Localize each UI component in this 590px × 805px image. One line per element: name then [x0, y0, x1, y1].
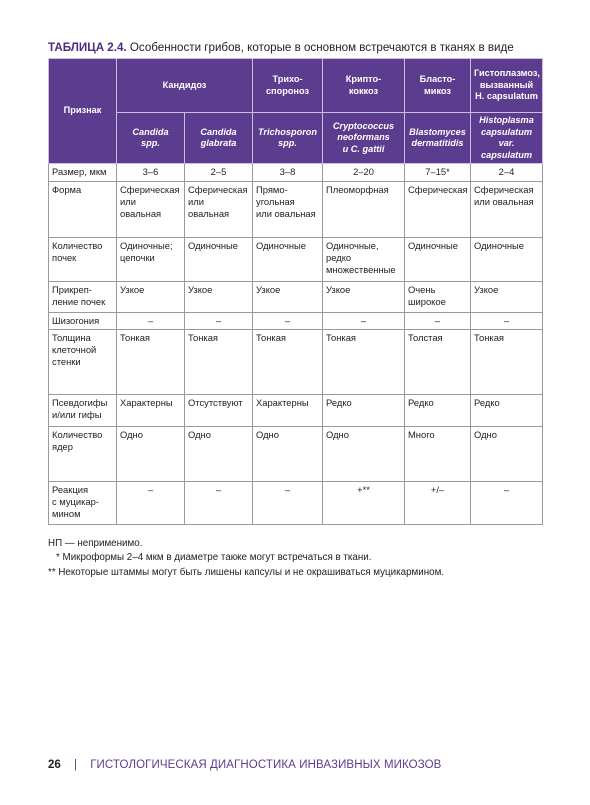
running-title: ГИСТОЛОГИЧЕСКАЯ ДИАГНОСТИКА ИНВАЗИВНЫХ МИКОЗОВ	[90, 759, 442, 771]
table-cell: Редко	[323, 394, 405, 426]
table-cell: –	[253, 481, 323, 524]
table-row	[49, 237, 543, 281]
table-cell: Узкое	[471, 281, 543, 312]
table-cell: Характерны	[117, 394, 185, 426]
table-cell: –	[253, 312, 323, 329]
table-cell: Узкое	[117, 281, 185, 312]
header-species: Trichosporon spp.	[253, 113, 323, 164]
table-cell: 2–5	[185, 164, 253, 181]
table-cell: Узкое	[253, 281, 323, 312]
note-asterisk: * Микроформы 2–4 мкм в диаметре также могут встречаться в ткани.	[56, 552, 372, 564]
table-row	[49, 164, 543, 181]
table-cell: –	[405, 312, 471, 329]
header-group: Кандидоз	[117, 59, 253, 113]
table-cell: Одиночные	[405, 237, 471, 281]
row-label: Прикреп- ление почек	[49, 281, 117, 312]
header-feature: Признак	[49, 59, 117, 164]
table-cell: –	[471, 481, 543, 524]
row-label: Реакция с муцикар- мином	[49, 481, 117, 524]
table-row	[49, 181, 543, 237]
table-cell: Очень широкое	[405, 281, 471, 312]
table-cell: –	[117, 312, 185, 329]
table-cell: Характерны	[253, 394, 323, 426]
table-cell: Одиночные	[253, 237, 323, 281]
table-cell: Узкое	[323, 281, 405, 312]
row-label: Толщина клеточной стенки	[49, 329, 117, 394]
header-species: Blastomyces dermatitidis	[405, 113, 471, 164]
header-species: Histoplasma capsulatum var. capsulatum	[471, 113, 543, 164]
table-cell: Сферическая или овальная	[471, 181, 543, 237]
table-caption	[48, 40, 546, 56]
table-cell: Одно	[117, 426, 185, 481]
table-cell: Одно	[185, 426, 253, 481]
table-cell: Одиночные, редко множественные	[323, 237, 405, 281]
table-cell: Отсутствуют	[185, 394, 253, 426]
table-cell: Тонкая	[253, 329, 323, 394]
table-row	[49, 394, 543, 426]
table-cell: Прямо- угольная или овальная	[253, 181, 323, 237]
table-cell: Сферическая	[405, 181, 471, 237]
table-cell: –	[117, 481, 185, 524]
table-row	[49, 281, 543, 312]
table-cell: Одиночные	[471, 237, 543, 281]
table-cell: Редко	[405, 394, 471, 426]
table-row	[49, 481, 543, 524]
table-title: Особенности грибов, которые в основном встречаются в тканях в виде	[129, 41, 514, 54]
page-number: 26	[48, 759, 61, 771]
table-cell: Узкое	[185, 281, 253, 312]
table-row	[49, 329, 543, 394]
header-group: Гистоплазмоз, вызванный H. capsulatum	[471, 59, 543, 113]
table-cell: –	[185, 312, 253, 329]
table-cell: Одиночные	[185, 237, 253, 281]
table-cell: 2–20	[323, 164, 405, 181]
table-cell: 7–15*	[405, 164, 471, 181]
row-label: Количество почек	[49, 237, 117, 281]
table-cell: –	[471, 312, 543, 329]
table-cell: Тонкая	[323, 329, 405, 394]
note-double-asterisk: ** Некоторые штаммы могут быть лишены капсулы и не окрашиваться муцикармином.	[48, 566, 445, 578]
header-group: Трихо- спороноз	[253, 59, 323, 113]
table-cell: Одно	[471, 426, 543, 481]
table-cell: Тонкая	[117, 329, 185, 394]
table-body	[49, 164, 543, 524]
table-number: ТАБЛИЦА 2.4.	[48, 41, 127, 54]
footer-separator: |	[74, 759, 77, 771]
row-label: Форма	[49, 181, 117, 237]
header-group: Бласто- микоз	[405, 59, 471, 113]
table-cell: Одиночные; цепочки	[117, 237, 185, 281]
table-cell: Плеоморфная	[323, 181, 405, 237]
table-cell: –	[185, 481, 253, 524]
table-cell: Толстая	[405, 329, 471, 394]
row-label: Количество ядер	[49, 426, 117, 481]
page-footer	[48, 759, 441, 771]
header-species: Candida spp.	[117, 113, 185, 164]
table-cell: Сферическая или овальная	[117, 181, 185, 237]
table-cell: +**	[323, 481, 405, 524]
table-cell: Одно	[253, 426, 323, 481]
table-cell: Сферическая или овальная	[185, 181, 253, 237]
table-row	[49, 426, 543, 481]
header-species: Candida glabrata	[185, 113, 253, 164]
table-cell: 2–4	[471, 164, 543, 181]
row-label: Размер, мкм	[49, 164, 117, 181]
table-notes	[48, 537, 548, 580]
table-cell: 3–6	[117, 164, 185, 181]
table-cell: 3–8	[253, 164, 323, 181]
row-label: Шизогония	[49, 312, 117, 329]
note-abbreviation: НП — неприменимо.	[48, 538, 143, 549]
table-cell: +/–	[405, 481, 471, 524]
table-cell: –	[323, 312, 405, 329]
table-cell: Тонкая	[185, 329, 253, 394]
table-cell: Редко	[471, 394, 543, 426]
row-label: Псевдогифы и/или гифы	[49, 394, 117, 426]
header-group: Крипто- коккоз	[323, 59, 405, 113]
table-cell: Много	[405, 426, 471, 481]
header-species: Cryptococcus neoformans и C. gattii	[323, 113, 405, 164]
table-row	[49, 312, 543, 329]
fungi-features-table	[48, 58, 543, 525]
table-cell: Тонкая	[471, 329, 543, 394]
table-cell: Одно	[323, 426, 405, 481]
